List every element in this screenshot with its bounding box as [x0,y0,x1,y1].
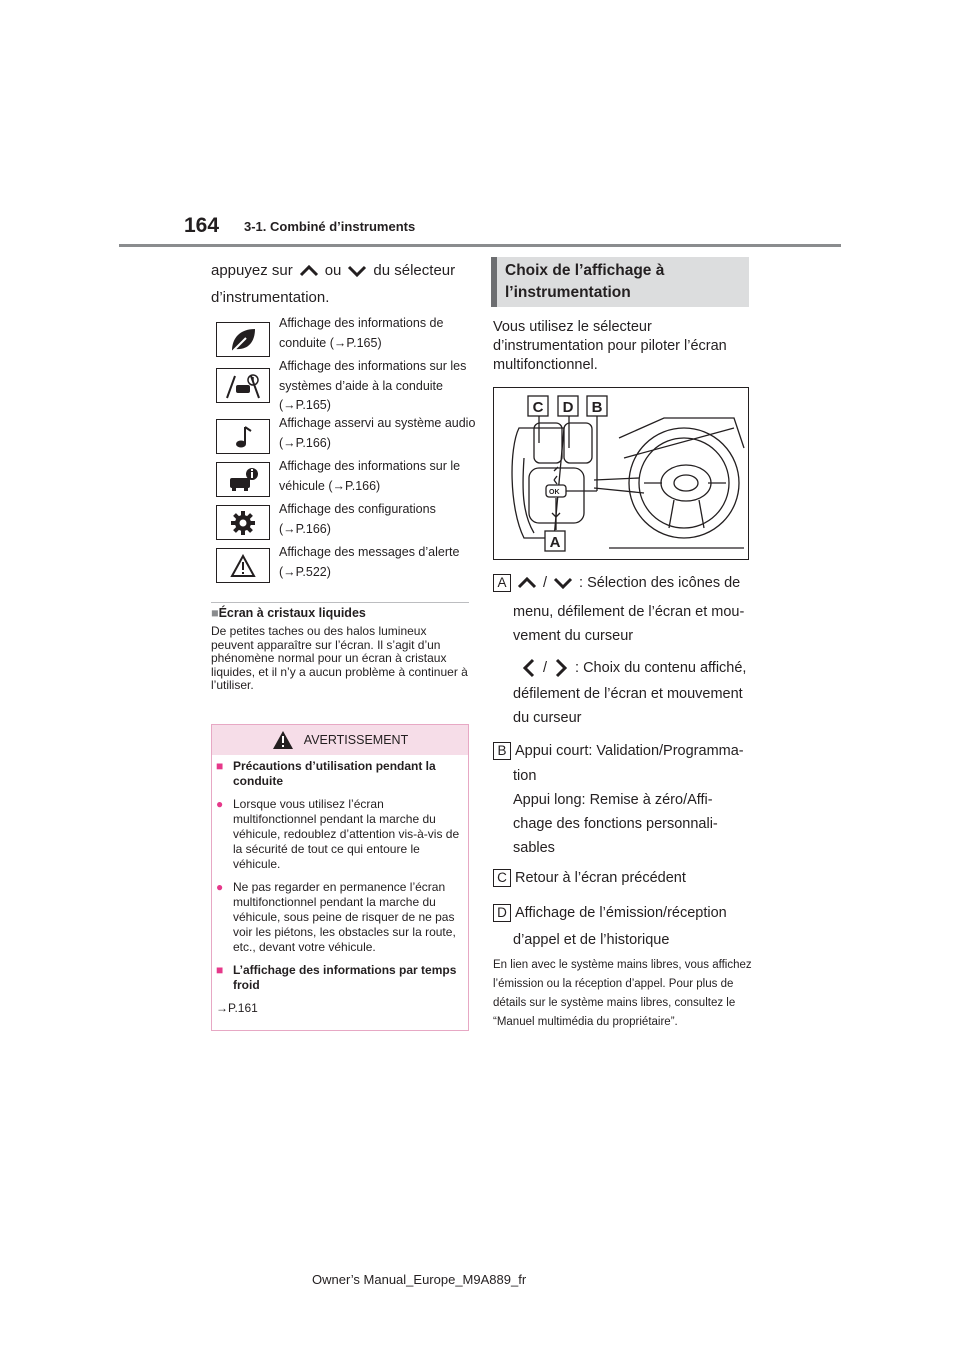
legend-c-text1: Retour à l’écran précédent [515,870,686,886]
chevron-down-icon [347,264,367,278]
header-rule [119,244,841,247]
legend-b-text1: Appui court: Validation/Programma- [515,743,744,759]
legend-a-text1: : Sélection des icônes de [579,575,741,591]
legend-a-line1 [493,574,740,592]
warning-bullet-1: ● Lorsque vous utilisez l’écran multifonctionnel pendant la marche du véhicule, redoublez d’attention vis-à-vis de la sécurité de tout ce qui entoure le véhicule. [216,797,460,871]
note-heading-text: Écran à cristaux liquides [218,606,366,620]
chevron-right-icon [555,658,567,678]
legend-a-line4 [523,658,746,678]
legend-a-line5: défilement de l’écran et mouvement [513,686,743,702]
icon-row-text: Affichage des informations sur les systèmes d’aide à la conduite (→P.165) [279,359,467,412]
legend-b [493,742,755,862]
intro-line-1 [211,262,455,279]
legend-letter-d: D [493,904,511,922]
intro-text-1: appuyez sur [211,262,293,279]
steering-wheel-drawing [494,388,749,560]
gear-icon [216,505,270,540]
legend-a-line2: menu, défilement de l’écran et mou- [513,604,745,620]
warning-heading-1: ■ Précautions d’utilisation pendant la conduite [216,759,436,788]
small-note: En lien avec le système mains libres, vous affichez l’émission ou la réception d’appel. Pour plus de détails sur le système mains libres, consultez le “Manuel multimédia du propriétaire”. [493,959,752,1028]
note-heading [211,606,366,620]
slash: / [543,575,548,591]
chevron-up-icon [299,264,319,278]
circle-bullet-icon: ● [216,797,224,811]
legend-b-line2: tion [513,768,537,784]
legend-d-line2: d’appel et de l’historique [513,932,670,948]
icon-row-text: Affichage des configurations (→P.166) [279,502,436,536]
legend-d-text1: Affichage de l’émission/réception [515,905,727,921]
legend-d [493,904,755,954]
legend-b-line4: chage des fonctions personnali- [513,816,718,832]
warning-ref: →P.161 [216,1001,258,1015]
warning-title-bar [212,725,468,755]
leaf-icon [216,322,270,357]
icon-row-assist [216,357,472,412]
page-number: 164 [184,214,220,237]
warning-icon [216,548,270,583]
legend-letter-b: B [493,742,511,760]
vehicle-info-icon [216,462,270,497]
square-bullet-icon: ■ [216,963,224,977]
legend-a [493,574,755,734]
warning-title: AVERTISSEMENT [303,733,409,747]
legend-a-line6: du curseur [513,710,582,726]
icon-list [216,314,472,412]
section-title: 3-1. Combiné d’instruments [244,219,416,234]
label-a: A [549,534,561,551]
circle-bullet-icon: ● [216,880,224,894]
illustration-label-boxes [528,396,607,551]
label-c: C [532,399,544,416]
intro-text-3: du sélecteur [373,262,456,279]
warning-box [211,724,469,1031]
note-rule [211,602,469,603]
legend-c [493,869,755,891]
icon-row-text: Affichage asservi au système audio (→P.166) [279,416,476,450]
icon-row-warning [216,543,472,586]
choice-heading-box [491,257,749,307]
legend-letter-a: A [493,574,511,592]
choice-heading: Choix de l’affichage à l’instrumentation [505,262,665,301]
footer-text: Owner’s Manual_Europe_M9A889_fr [312,1272,527,1287]
square-bullet-icon: ■ [216,759,224,773]
icon-row-audio [216,414,476,457]
chevron-down-icon [553,576,573,590]
icon-row-config [216,500,472,543]
chevron-up-icon [517,576,537,590]
icon-row-driving-info [216,314,472,357]
square-bullet-icon: ■ [211,606,219,620]
legend-b-line5: sables [513,840,555,856]
intro-line-2: d’instrumentation. [211,289,330,306]
warning-heading-2: ■ L’affichage des informations par temps froid [216,963,457,992]
icon-row-text: Affichage des informations de conduite (→P.165) [279,316,444,350]
icon-row-vehicle [216,457,472,500]
legend-b-line1 [493,742,744,760]
label-d: D [562,399,574,416]
legend-c-line1 [493,869,686,887]
warning-triangle-icon [272,730,294,750]
legend-a-line3: vement du curseur [513,628,634,644]
slash: / [543,660,548,676]
icon-row-text: Affichage des messages d’alerte (→P.522) [279,545,460,579]
warning-content [216,759,462,1016]
driving-assist-icon [216,368,270,403]
choice-intro: Vous utilisez le sélecteur d’instrumentation pour piloter l’écran multifonctionnel. [493,319,727,373]
legend-letter-c: C [493,869,511,887]
music-note-icon [216,419,270,454]
intro-text-2: ou [324,262,342,279]
chevron-left-icon [523,658,535,678]
steering-switch-illustration [493,387,749,560]
note-body: De petites taches ou des halos lumineux peuvent apparaître sur l’écran. Il s’agit d’un phénomène normal pour un écran à cristaux liquides, et il n’y a aucun problème à continuer à l’utiliser. [211,624,468,692]
warning-bullet-2: ● Ne pas regarder en permanence l’écran multifonctionnel pendant la marche du véhicule, sous peine de risquer de ne pas voir les piétons, les obstacles sur la route, etc., devant votre véhicule. [216,880,456,954]
legend-d-line1 [493,904,727,922]
icon-row-text: Affichage des informations sur le véhicule (→P.166) [279,459,461,493]
label-b: B [591,399,603,416]
legend-a-text4: : Choix du contenu affiché, [575,660,747,676]
legend-b-line3: Appui long: Remise à zéro/Affi- [513,792,713,808]
ok-label: OK [549,489,560,496]
